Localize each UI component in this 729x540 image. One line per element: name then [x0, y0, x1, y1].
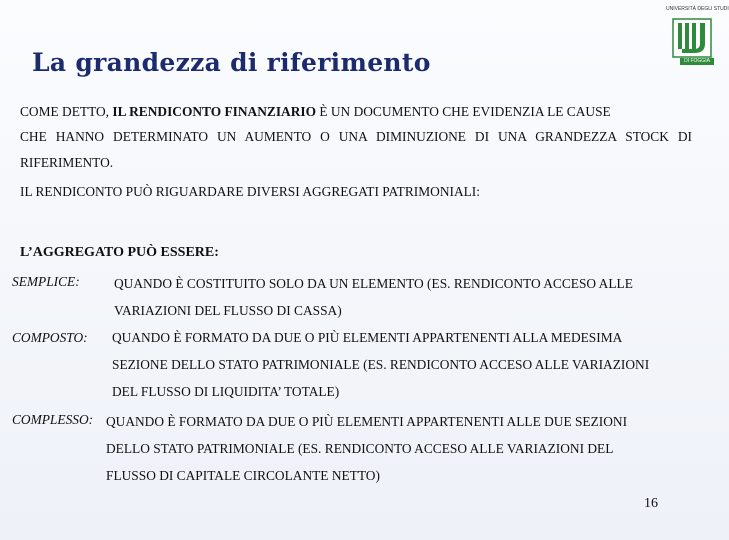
term-composto: COMPOSTO: [12, 330, 88, 345]
slide-title: La grandezza di riferimento [32, 48, 431, 77]
intro-rest: È UN DOCUMENTO CHE EVIDENZIA LE CAUSE [316, 104, 611, 119]
page-number: 16 [644, 496, 658, 511]
definition-line: FLUSSO DI CAPITALE CIRCOLANTE NETTO) [106, 468, 380, 483]
definition-line: DELLO STATO PATRIMONIALE (ES. RENDICONTO ACCESO ALLE VARIAZIONI DEL [106, 441, 614, 456]
intro-line-2: CHE HANNO DETERMINATO UN AUMENTO O UNA DIMINUZIONE DI UNA GRANDEZZA STOCK DI [20, 129, 692, 144]
definition-line: DEL FLUSSO DI LIQUIDITA’ TOTALE) [112, 384, 340, 399]
definition-line: VARIAZIONI DEL FLUSSO DI CASSA) [114, 303, 342, 318]
intro-prefix: COME DETTO, [20, 104, 113, 119]
intro-emphasis: IL RENDICONTO FINANZIARIO [112, 104, 316, 119]
term-complesso: COMPLESSO: [12, 412, 94, 427]
logo-top-text: UNIVERSITÀ DEGLI STUDI [666, 6, 729, 12]
definition-semplice [114, 270, 633, 324]
definition-composto [112, 324, 649, 405]
aggregates-text: IL RENDICONTO PUÒ RIGUARDARE DIVERSI AGGREGATI PATRIMONIALI: [20, 184, 480, 199]
intro-line-1 [20, 104, 692, 120]
intro-paragraph [20, 104, 692, 120]
definition-line: QUANDO È FORMATO DA DUE O PIÙ ELEMENTI APPARTENENTI ALLA MEDESIMA [112, 330, 623, 345]
definition-line: SEZIONE DELLO STATO PATRIMONIALE (ES. RENDICONTO ACCESO ALLE VARIAZIONI [112, 357, 650, 372]
intro-line-3: RIFERIMENTO. [20, 155, 114, 170]
definition-line: QUANDO È FORMATO DA DUE O PIÙ ELEMENTI APPARTENENTI ALLE DUE SEZIONI [106, 414, 628, 429]
definition-complesso [106, 408, 627, 489]
aggregate-heading: L’AGGREGATO PUÒ ESSERE: [20, 245, 219, 260]
logo-bottom-text: DI FOGGIA [680, 58, 714, 65]
term-semplice: SEMPLICE: [12, 274, 80, 289]
university-emblem-icon [672, 18, 712, 58]
definition-line: QUANDO È COSTITUITO SOLO DA UN ELEMENTO (ES. RENDICONTO ACCESO ALLE [114, 276, 633, 291]
university-logo [666, 6, 729, 64]
